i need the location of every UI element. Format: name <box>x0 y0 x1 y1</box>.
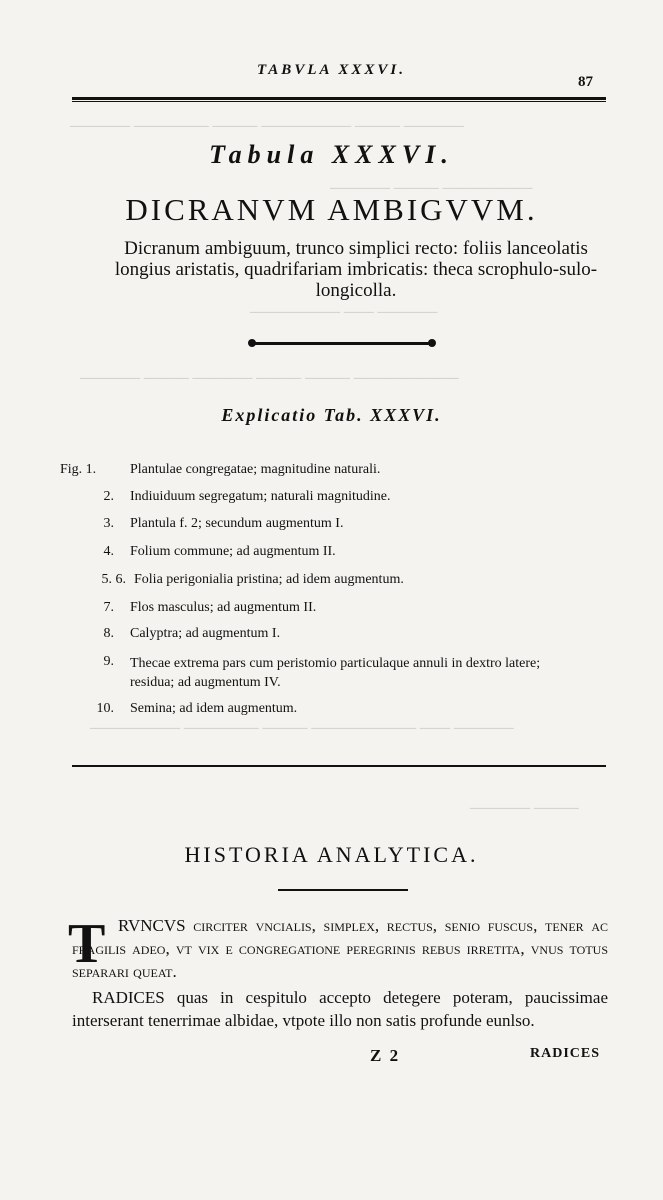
figure-number: 9. <box>103 654 114 669</box>
figure-number: 4. <box>103 544 114 559</box>
catchword: RADICES <box>530 1046 601 1061</box>
species-name: DICRANVM AMBIGVVM. <box>125 192 538 227</box>
paragraph-truncus-text: RVNCVS circiter vncialis, simplex, rectus, senio fuscus, tener ac fragilis adeo, vt vix e congregatione peregrinis rebus irretita, vnus totus separari queat. <box>72 916 608 981</box>
paragraph-radices <box>72 986 608 1032</box>
figure-text: Plantulae congregatae; magnitudine naturali. <box>130 462 381 477</box>
figure-text: Flos masculus; ad augmentum II. <box>130 600 317 615</box>
rule-dot-left <box>248 339 256 347</box>
header-rule <box>72 97 606 100</box>
signature-mark: Z 2 <box>370 1046 401 1065</box>
figure-number: Fig. 1. <box>60 462 97 477</box>
figure-text: Plantula f. 2; secundum augmentum I. <box>130 516 344 531</box>
paragraph-truncus <box>72 914 608 983</box>
drop-cap: T <box>68 913 106 975</box>
running-title: TABVLA XXXVI. <box>256 62 407 78</box>
page-number: 87 <box>578 74 593 90</box>
figure-number: 8. <box>103 626 114 641</box>
show-through-line: ——— ———— <box>470 800 579 816</box>
rule-dot-right <box>428 339 436 347</box>
historia-heading: HISTORIA ANALYTICA. <box>184 842 479 867</box>
header-rule-thin <box>72 101 606 102</box>
show-through-line: ———— ——— —————— ——— ————— ———— <box>70 118 464 134</box>
show-through-line: ——————— ——— ——— ———— ——— ———— <box>80 370 459 386</box>
figure-text: Calyptra; ad augmentum I. <box>130 626 281 641</box>
figure-text: Thecae extrema pars cum peristomio particulaque annuli in dextro latere; residua; ad augmentum IV. <box>130 656 541 690</box>
figure-text: Folium commune; ad augmentum II. <box>130 544 336 559</box>
figure-number: 7. <box>103 600 114 615</box>
paragraph-radices-text: RADICES quas in cespitulo accepto detegere poteram, paucissimae interserant tenerrimae albidae, vtpote illo non satis profunde eunlso. <box>72 988 608 1030</box>
show-through-line: ———— —— ——————— ——— ————— —————— <box>90 720 514 736</box>
figure-number: 5. 6. <box>101 572 126 587</box>
plate-title: Tabula XXXVI. <box>209 140 454 169</box>
ornamental-rule <box>252 342 432 345</box>
explicatio-heading: Explicatio Tab. XXXVI. <box>221 405 442 425</box>
figure-number: 10. <box>96 701 114 716</box>
figure-number: 3. <box>103 516 114 531</box>
historia-rule <box>278 889 408 891</box>
show-through-line: —————— ——— ———— <box>330 180 533 196</box>
show-through-line: ———— —— —————— <box>250 304 438 320</box>
figure-text: Semina; ad idem augmentum. <box>130 701 298 716</box>
section-rule <box>72 765 606 767</box>
figure-text: Folia perigonialia pristina; ad idem augmentum. <box>134 572 404 587</box>
figure-text: Indiuiduum segregatum; naturali magnitudine. <box>130 489 391 504</box>
figure-number: 2. <box>103 489 114 504</box>
species-description: Dicranum ambiguum, trunco simplici recto: foliis lanceolatis longius aristatis, quadrifariam imbricatis: theca scrophulo-sulo-longicolla. <box>114 238 598 301</box>
